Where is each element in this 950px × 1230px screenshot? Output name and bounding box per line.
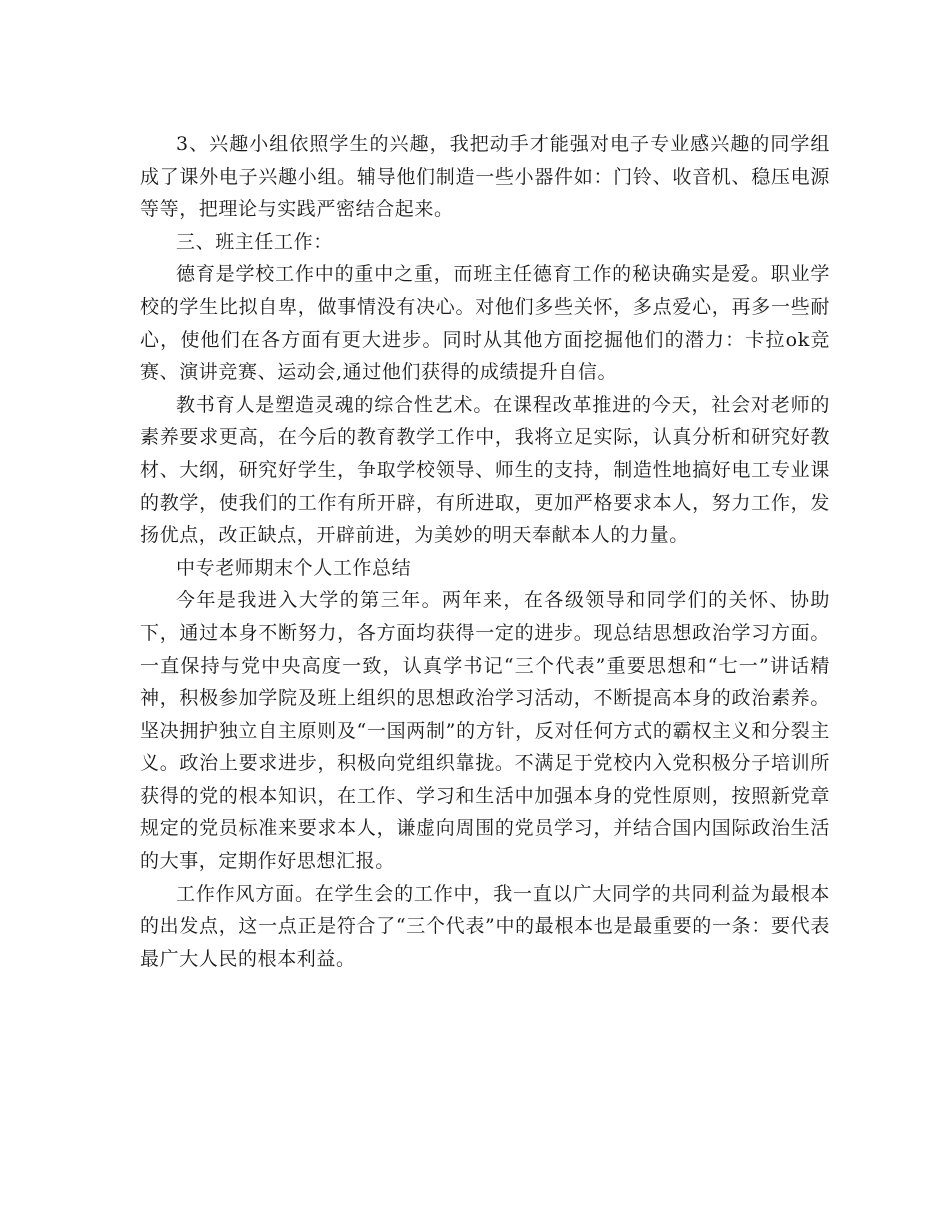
paragraph-interest-group: 3、兴趣小组依照学生的兴趣，我把动手才能强对电子专业感兴趣的同学组成了课外电子兴趣小组。辅导他们制造一些小器件如：门铃、收音机、稳压电源等等，把理论与实践严密结合起来。 xyxy=(140,133,830,221)
section-heading-class-teacher: 三、班主任工作： xyxy=(176,230,333,253)
paragraph-political-study: 今年是我进入大学的第三年。两年来，在各级领导和同学们的关怀、协助下，通过本身不断努力，各方面均获得一定的进步。现总结思想政治学习方面。一直保持与党中央高度一致，认真学书记“三个代表”重要思想和“七一”讲话精神，积极参加学院及班上组织的思想政治学习活动，不断提高本身的政治素养。坚决拥护独立自主原则及“一国两制”的方针，反对任何方式的霸权主义和分裂主义。政治上要求进步，积极向党组织靠拢。不满足于党校内入党积极分子培训所获得的党的根本知识，在工作、学习和生活中加强本身的党性原则，按照新党章规定的党员标准来要求本人，谦虚向周围的党员学习，并结合国内国际政治生活的大事，定期作好思想汇报。 xyxy=(140,589,830,873)
paragraph-moral-education: 德育是学校工作中的重中之重，而班主任德育工作的秘诀确实是爱。职业学校的学生比拟自卑，做事情没有决心。对他们多些关怀，多点爱心，再多一些耐心，使他们在各方面有更大进步。同时从其他方面挖掘他们的潜力：卡拉ok竞赛、演讲竞赛、运动会,通过他们获得的成绩提升自信。 xyxy=(140,263,830,384)
paragraph-work-style: 工作作风方面。在学生会的工作中，我一直以广大同学的共同利益为最根本的出发点，这一点正是符合了“三个代表”中的最根本也是最重要的一条：要代表最广大人民的根本利益。 xyxy=(140,882,830,970)
paragraph-teaching-art: 教书育人是塑造灵魂的综合性艺术。在课程改革推进的今天，社会对老师的素养要求更高，在今后的教育教学工作中，我将立足实际，认真分析和研究好教材、大纲，研究好学生，争取学校领导、师生的支持，制造性地搞好电工专业课的教学，使我们的工作有所开辟，有所进取，更加严格要求本人，努力工作，发扬优点，改正缺点，开辟前进，为美妙的明天奉献本人的力量。 xyxy=(140,393,830,547)
document-body xyxy=(140,128,830,975)
document-subtitle: 中专老师期末个人工作总结 xyxy=(176,556,412,579)
